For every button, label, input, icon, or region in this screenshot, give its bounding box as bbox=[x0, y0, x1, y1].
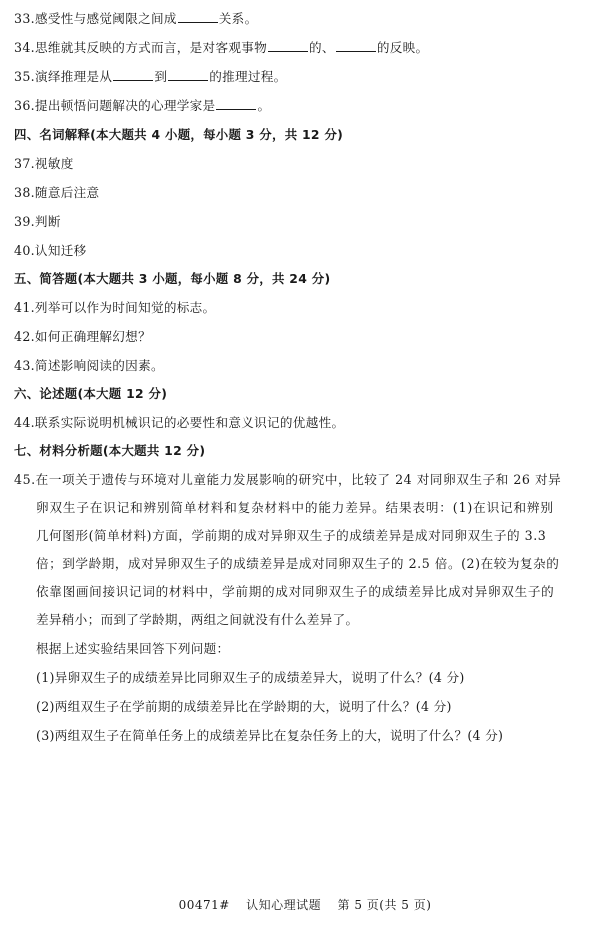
question-39: 39.判断 bbox=[14, 214, 61, 229]
question-45-line-1: 45.在一项关于遗传与环境对儿童能力发展影响的研究中，比较了 24 对同卵双生子和 26 对异 bbox=[14, 472, 562, 487]
question-40: 40.认知迁移 bbox=[14, 243, 87, 258]
answer-blank[interactable] bbox=[168, 68, 208, 81]
question-45-prompt: 根据上述实验结果回答下列问题： bbox=[36, 641, 230, 656]
question-45-line-5: 依靠图画间接识记词的材料中，学前期的成对同卵双生子的成绩差异比成对异卵双生子的 bbox=[36, 584, 555, 599]
question-33: 33.感受性与感觉阈限之间成 关系。 bbox=[14, 11, 258, 26]
question-37: 37.视敏度 bbox=[14, 156, 74, 171]
section-4-heading: 四、名词解释(本大题共 4 小题，每小题 3 分，共 12 分) bbox=[14, 127, 344, 142]
question-33-text: 33. bbox=[14, 11, 35, 26]
answer-blank[interactable] bbox=[216, 97, 256, 110]
footer-subject: 认知心理试题 bbox=[246, 898, 322, 912]
section-5-heading: 五、简答题(本大题共 3 小题，每小题 8 分，共 24 分) bbox=[14, 271, 331, 286]
section-6-heading: 六、论述题(本大题 12 分) bbox=[14, 386, 168, 401]
question-36: 36.提出顿悟问题解决的心理学家是 。 bbox=[14, 98, 271, 113]
question-41: 41.列举可以作为时间知觉的标志。 bbox=[14, 300, 216, 315]
question-45-line-3: 几何图形(简单材料)方面，学前期的成对异卵双生子的成绩差异是成对同卵双生子的 3.3 bbox=[36, 528, 547, 543]
answer-blank[interactable] bbox=[268, 39, 308, 52]
question-43: 43.简述影响阅读的因素。 bbox=[14, 358, 164, 373]
page-footer bbox=[0, 896, 610, 913]
question-44: 44.联系实际说明机械识记的必要性和意义识记的优越性。 bbox=[14, 415, 345, 430]
question-45-line-4: 倍；到学龄期，成对异卵双生子的成绩差异是成对同卵双生子的 2.5 倍。(2)在较为复杂的 bbox=[36, 556, 560, 571]
question-34: 34.思维就其反映的方式而言，是对客观事物 的、 的反映。 bbox=[14, 40, 429, 55]
question-42: 42.如何正确理解幻想？ bbox=[14, 329, 151, 344]
question-45-line-6: 差异稍小；而到了学龄期，两组之间就没有什么差异了。 bbox=[36, 612, 359, 627]
question-45-sub-2: (2)两组双生子在学前期的成绩差异比在学龄期的大，说明了什么？(4 分) bbox=[36, 699, 452, 714]
answer-blank[interactable] bbox=[113, 68, 153, 81]
question-35: 35.演绎推理是从 到 的推理过程。 bbox=[14, 69, 287, 84]
question-38: 38.随意后注意 bbox=[14, 185, 100, 200]
question-45-sub-3: (3)两组双生子在简单任务上的成绩差异比在复杂任务上的大，说明了什么？(4 分) bbox=[36, 728, 504, 743]
section-7-heading: 七、材料分析题(本大题共 12 分) bbox=[14, 443, 206, 458]
answer-blank[interactable] bbox=[178, 10, 218, 23]
footer-page-number: 第 5 页(共 5 页) bbox=[337, 898, 432, 912]
question-45-sub-1: (1)异卵双生子的成绩差异比同卵双生子的成绩差异大，说明了什么？(4 分) bbox=[36, 670, 465, 685]
question-45-line-2: 卵双生子在识记和辨别简单材料和复杂材料中的能力差异。结果表明：(1)在识记和辨别 bbox=[36, 500, 554, 515]
footer-code: 00471# bbox=[178, 898, 230, 912]
answer-blank[interactable] bbox=[336, 39, 376, 52]
